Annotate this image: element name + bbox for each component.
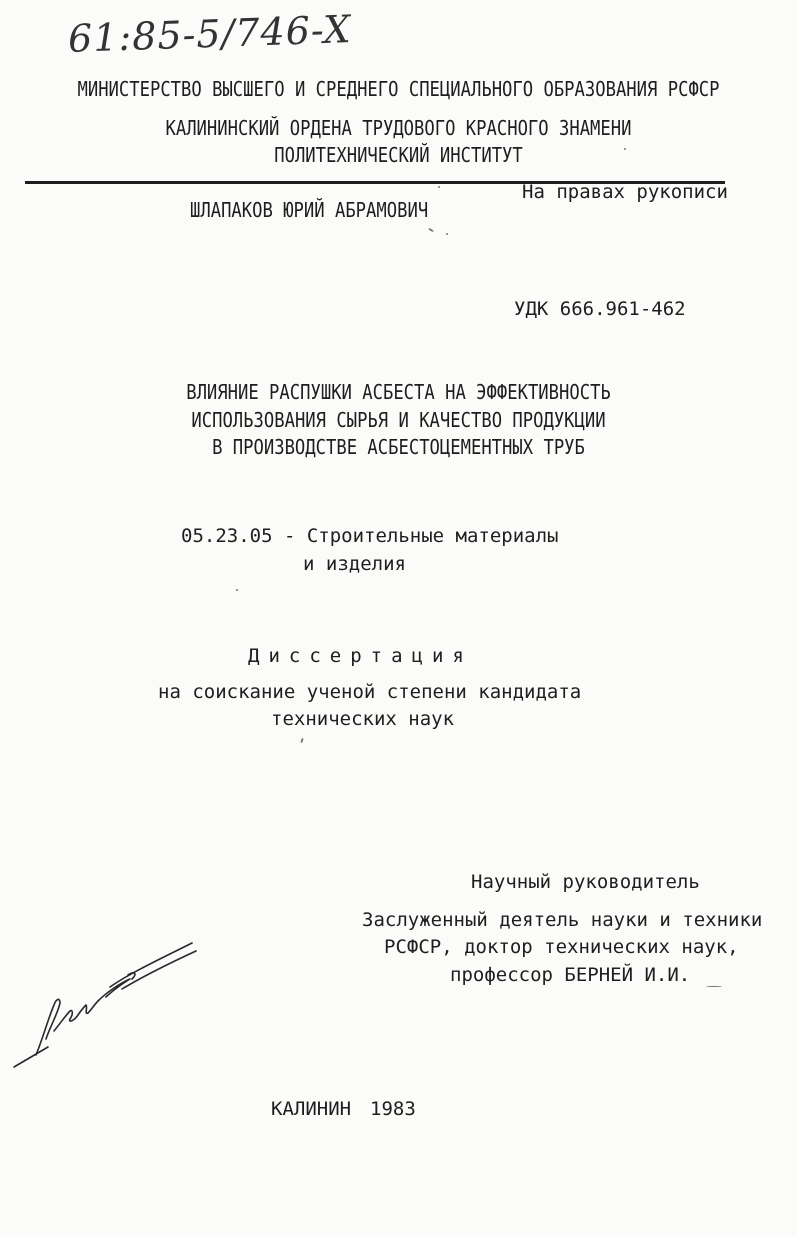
scan-speck: [624, 148, 626, 150]
document-type: Диссертация: [248, 645, 473, 667]
footer-city: КАЛИНИН: [271, 1098, 352, 1120]
scan-speck: [446, 233, 448, 235]
title-line-3: В ПРОИЗВОДСТВЕ АСБЕСТОЦЕМЕНТНЫХ ТРУБ: [212, 435, 585, 459]
supervisor-line-1: Заслуженный деятель науки и техники: [362, 909, 763, 931]
institute-line-1: КАЛИНИНСКИЙ ОРДЕНА ТРУДОВОГО КРАСНОГО ЗНАМЕНИ: [165, 116, 632, 140]
specialty-line-1: 05.23.05 - Строительные материалы: [181, 525, 559, 547]
ministry-line: МИНИСТЕРСТВО ВЫСШЕГО И СРЕДНЕГО СПЕЦИАЛЬНОГО ОБРАЗОВАНИЯ РСФСР: [77, 77, 720, 101]
supervisor-line-3: профессор БЕРНЕЙ И.И.: [450, 964, 691, 986]
degree-line-2: технических наук: [271, 708, 455, 730]
scan-speck: [438, 186, 440, 188]
scan-speck: [236, 589, 238, 591]
supervisor-line-2: РСФСР, доктор технических наук,: [384, 936, 739, 958]
title-line-2: ИСПОЛЬЗОВАНИЯ СЫРЬЯ И КАЧЕСТВО ПРОДУКЦИИ: [191, 408, 606, 432]
scan-speck: [706, 986, 722, 987]
supervisor-label: Научный руководитель: [471, 871, 700, 893]
scan-speck: [428, 228, 434, 233]
institute-line-2: ПОЛИТЕХНИЧЕСКИЙ ИНСТИТУТ: [274, 143, 523, 167]
title-line-1: ВЛИЯНИЕ РАСПУШКИ АСБЕСТА НА ЭФФЕКТИВНОСТЬ: [186, 380, 611, 404]
scan-speck: [300, 738, 304, 743]
author-name: ШЛАПАКОВ ЮРИЙ АБРАМОВИЧ: [190, 198, 429, 222]
udc-code: УДК 666.961-462: [514, 298, 686, 320]
manuscript-note: На правах рукописи: [522, 181, 728, 203]
footer-year: 1983: [370, 1098, 416, 1120]
degree-line-1: на соискание ученой степени кандидата: [158, 681, 582, 703]
handwritten-signature: [10, 935, 200, 1075]
specialty-line-2: и изделия: [303, 553, 406, 575]
archive-mark: 61:85-5/746-X: [67, 7, 353, 61]
